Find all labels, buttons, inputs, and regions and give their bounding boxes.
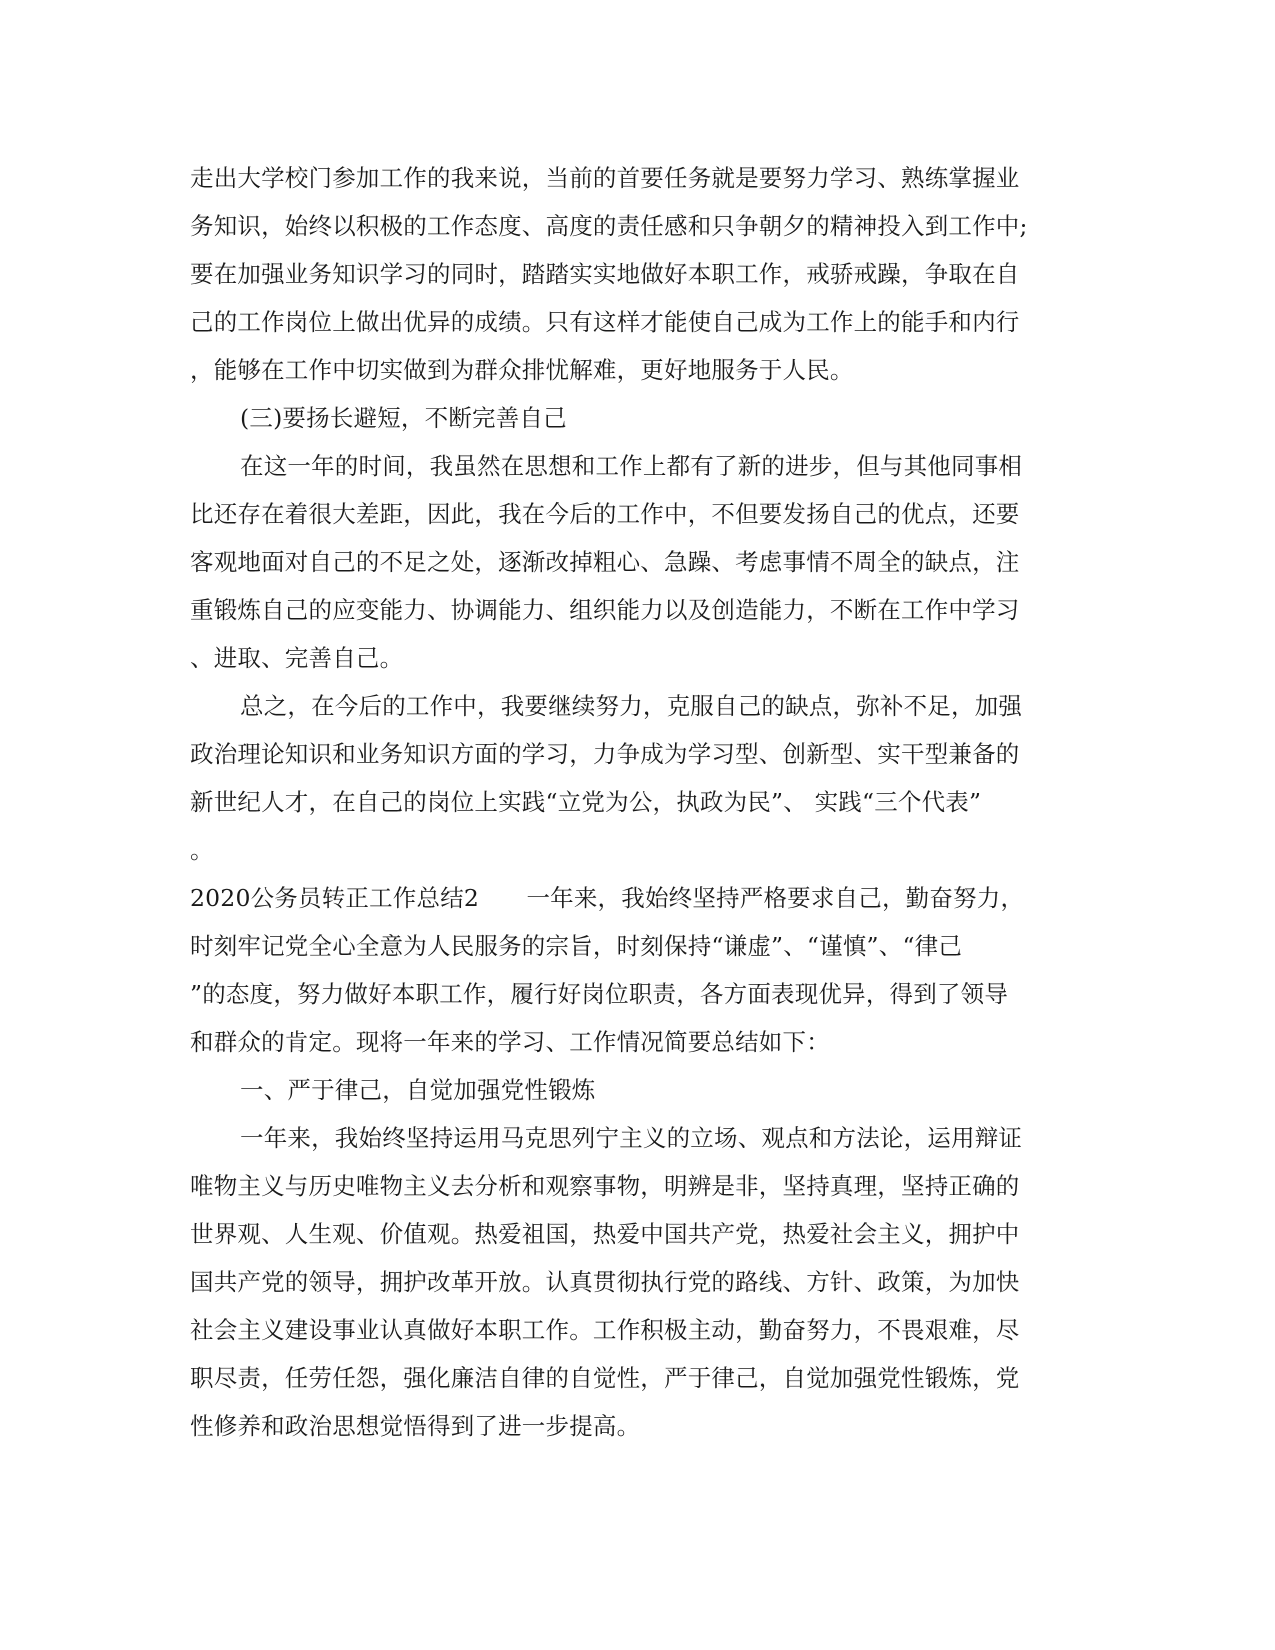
text-line: 和群众的肯定。现将一年来的学习、工作情况简要总结如下： <box>190 1028 830 1056</box>
text-line: 走出大学校门参加工作的我来说，当前的首要任务就是要努力学习、熟练掌握业 <box>190 164 1020 192</box>
text-line: 重锻炼自己的应变能力、协调能力、组织能力以及创造能力，不断在工作中学习 <box>190 596 1020 624</box>
text-line: 要在加强业务知识学习的同时，踏踏实实地做好本职工作，戒骄戒躁，争取在自 <box>190 260 1020 288</box>
document-body <box>190 154 1070 1450</box>
text-line: 一年来，我始终坚持运用马克思列宁主义的立场、观点和方法论，运用辩证 <box>240 1124 1023 1152</box>
text-line: 国共产党的领导，拥护改革开放。认真贯彻执行党的路线、方针、政策，为加快 <box>190 1268 1020 1296</box>
text-line: 世界观、人生观、价值观。热爱祖国，热爱中国共产党，热爱社会主义，拥护中 <box>190 1220 1020 1248</box>
text-line: 在这一年的时间，我虽然在思想和工作上都有了新的进步，但与其他同事相 <box>240 452 1023 480</box>
text-line: 己的工作岗位上做出优异的成绩。只有这样才能使自己成为工作上的能手和内行 <box>190 308 1020 336</box>
text-line: 唯物主义与历史唯物主义去分析和观察事物，明辨是非，坚持真理，坚持正确的 <box>190 1172 1020 1200</box>
text-line: 。 <box>190 836 214 864</box>
text-line: 、进取、完善自己。 <box>190 644 404 672</box>
text-line: 总之，在今后的工作中，我要继续努力，克服自己的缺点，弥补不足，加强 <box>240 692 1023 720</box>
text-line: 新世纪人才，在自己的岗位上实践“立党为公，执政为民”、 实践“三个代表” <box>190 788 982 816</box>
text-line: 性修养和政治思想觉悟得到了进一步提高。 <box>190 1412 641 1440</box>
text-line: 一、严于律己，自觉加强党性锻炼 <box>240 1076 596 1104</box>
text-line: 客观地面对自己的不足之处，逐渐改掉粗心、急躁、考虑事情不周全的缺点，注 <box>190 548 1020 576</box>
text-line: 时刻牢记党全心全意为人民服务的宗旨，时刻保持“谦虚”、“谨慎”、“律己 <box>190 932 963 960</box>
text-line: 2020公务员转正工作总结2 一年来，我始终坚持严格要求自己，勤奋努力， <box>190 884 1025 912</box>
text-line: 社会主义建设事业认真做好本职工作。工作积极主动，勤奋努力，不畏艰难，尽 <box>190 1316 1020 1344</box>
text-line: (三)要扬长避短，不断完善自己 <box>240 404 567 432</box>
text-line: ，能够在工作中切实做到为群众排忧解难，更好地服务于人民。 <box>190 356 854 384</box>
text-line: 政治理论知识和业务知识方面的学习，力争成为学习型、创新型、实干型兼备的 <box>190 740 1020 768</box>
text-line: 职尽责，任劳任怨，强化廉洁自律的自觉性，严于律己，自觉加强党性锻炼，党 <box>190 1364 1020 1392</box>
text-line: 比还存在着很大差距，因此，我在今后的工作中，不但要发扬自己的优点，还要 <box>190 500 1020 528</box>
text-line: 务知识，始终以积极的工作态度、高度的责任感和只争朝夕的精神投入到工作中; <box>190 212 1028 240</box>
text-line: ”的态度，努力做好本职工作，履行好岗位职责，各方面表现优异，得到了领导 <box>190 980 1009 1008</box>
